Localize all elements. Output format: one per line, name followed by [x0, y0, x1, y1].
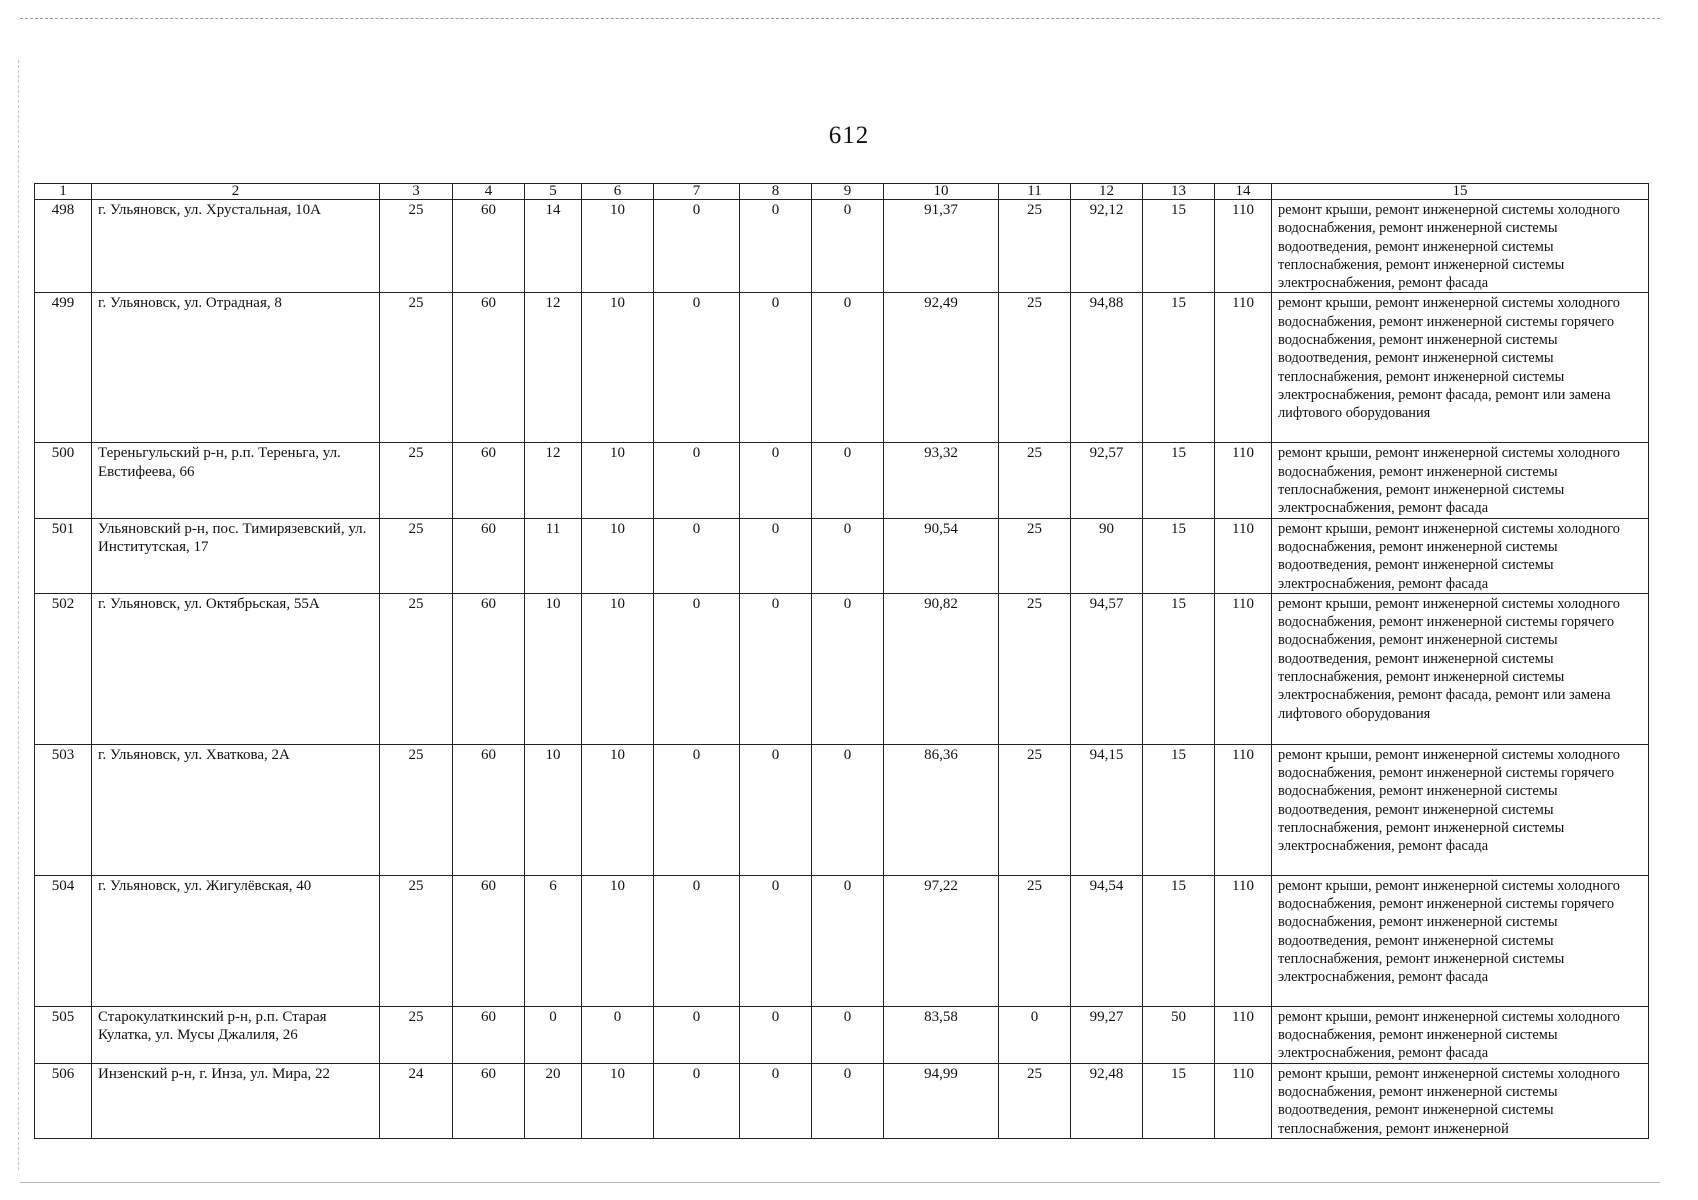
value-cell-13: 15 — [1143, 1063, 1215, 1138]
table-body — [35, 200, 1649, 1139]
value-cell-14: 110 — [1215, 293, 1272, 443]
value-cell-5: 11 — [525, 518, 582, 593]
value-cell-12: 94,88 — [1071, 293, 1143, 443]
column-header-9: 9 — [812, 184, 884, 200]
repair-works-cell: ремонт крыши, ремонт инженерной системы холодного водоснабжения, ремонт инженерной системы горячего водоснабжения, ремонт инженерной системы водоотведения, ремонт инженерной системы теплоснабжения, ремонт инженерной системы электроснабжения, ремонт фасада — [1272, 744, 1649, 875]
value-cell-8: 0 — [740, 744, 812, 875]
repair-works-cell: ремонт крыши, ремонт инженерной системы холодного водоснабжения, ремонт инженерной системы теплоснабжения, ремонт инженерной системы электроснабжения, ремонт фасада — [1272, 443, 1649, 518]
address-cell: г. Ульяновск, ул. Отрадная, 8 — [92, 293, 380, 443]
column-header-12: 12 — [1071, 184, 1143, 200]
value-cell-13: 15 — [1143, 593, 1215, 744]
value-cell-6: 10 — [582, 443, 654, 518]
value-cell-8: 0 — [740, 443, 812, 518]
row-number: 505 — [35, 1006, 92, 1063]
value-cell-7: 0 — [654, 443, 740, 518]
value-cell-14: 110 — [1215, 593, 1272, 744]
value-cell-6: 10 — [582, 744, 654, 875]
value-cell-8: 0 — [740, 593, 812, 744]
value-cell-13: 15 — [1143, 443, 1215, 518]
value-cell-4: 60 — [453, 1006, 525, 1063]
value-cell-11: 0 — [999, 1006, 1071, 1063]
value-cell-4: 60 — [453, 200, 525, 293]
column-header-8: 8 — [740, 184, 812, 200]
value-cell-11: 25 — [999, 875, 1071, 1006]
value-cell-3: 25 — [380, 875, 453, 1006]
row-number: 499 — [35, 293, 92, 443]
value-cell-6: 10 — [582, 518, 654, 593]
value-cell-14: 110 — [1215, 443, 1272, 518]
table-row — [35, 1006, 1649, 1063]
value-cell-7: 0 — [654, 875, 740, 1006]
value-cell-10: 94,99 — [884, 1063, 999, 1138]
value-cell-11: 25 — [999, 293, 1071, 443]
column-header-6: 6 — [582, 184, 654, 200]
value-cell-4: 60 — [453, 518, 525, 593]
column-header-4: 4 — [453, 184, 525, 200]
value-cell-13: 15 — [1143, 518, 1215, 593]
row-number: 503 — [35, 744, 92, 875]
value-cell-11: 25 — [999, 593, 1071, 744]
value-cell-13: 15 — [1143, 744, 1215, 875]
value-cell-6: 10 — [582, 200, 654, 293]
address-cell: Инзенский р-н, г. Инза, ул. Мира, 22 — [92, 1063, 380, 1138]
value-cell-5: 0 — [525, 1006, 582, 1063]
value-cell-12: 94,57 — [1071, 593, 1143, 744]
repair-works-cell: ремонт крыши, ремонт инженерной системы холодного водоснабжения, ремонт инженерной системы горячего водоснабжения, ремонт инженерной системы водоотведения, ремонт инженерной системы теплоснабжения, ремонт инженерной системы электроснабжения, ремонт фасада — [1272, 875, 1649, 1006]
value-cell-12: 90 — [1071, 518, 1143, 593]
table-row — [35, 200, 1649, 293]
row-number: 504 — [35, 875, 92, 1006]
value-cell-4: 60 — [453, 875, 525, 1006]
value-cell-6: 10 — [582, 593, 654, 744]
address-cell: Старокулаткинский р-н, р.п. Старая Кулатка, ул. Мусы Джалиля, 26 — [92, 1006, 380, 1063]
address-cell: г. Ульяновск, ул. Октябрьская, 55А — [92, 593, 380, 744]
value-cell-3: 24 — [380, 1063, 453, 1138]
value-cell-12: 92,48 — [1071, 1063, 1143, 1138]
value-cell-12: 99,27 — [1071, 1006, 1143, 1063]
address-cell: г. Ульяновск, ул. Хрустальная, 10А — [92, 200, 380, 293]
scan-bottom-edge — [20, 1182, 1660, 1183]
value-cell-7: 0 — [654, 293, 740, 443]
value-cell-13: 15 — [1143, 875, 1215, 1006]
value-cell-9: 0 — [812, 200, 884, 293]
page-number: 612 — [828, 122, 870, 149]
value-cell-8: 0 — [740, 1063, 812, 1138]
table-row — [35, 593, 1649, 744]
value-cell-7: 0 — [654, 1063, 740, 1138]
value-cell-4: 60 — [453, 443, 525, 518]
value-cell-10: 93,32 — [884, 443, 999, 518]
value-cell-12: 92,12 — [1071, 200, 1143, 293]
header-row — [35, 184, 1649, 200]
value-cell-5: 14 — [525, 200, 582, 293]
value-cell-9: 0 — [812, 1063, 884, 1138]
column-header-15: 15 — [1272, 184, 1649, 200]
value-cell-10: 86,36 — [884, 744, 999, 875]
value-cell-5: 10 — [525, 744, 582, 875]
address-cell: Ульяновский р-н, пос. Тимирязевский, ул. Институтская, 17 — [92, 518, 380, 593]
value-cell-3: 25 — [380, 744, 453, 875]
scan-top-edge — [20, 18, 1660, 19]
row-number: 506 — [35, 1063, 92, 1138]
column-header-1: 1 — [35, 184, 92, 200]
value-cell-7: 0 — [654, 744, 740, 875]
value-cell-9: 0 — [812, 875, 884, 1006]
value-cell-8: 0 — [740, 293, 812, 443]
value-cell-8: 0 — [740, 875, 812, 1006]
value-cell-3: 25 — [380, 293, 453, 443]
value-cell-7: 0 — [654, 200, 740, 293]
value-cell-10: 90,82 — [884, 593, 999, 744]
repair-works-cell: ремонт крыши, ремонт инженерной системы холодного водоснабжения, ремонт инженерной системы водоотведения, ремонт инженерной системы теплоснабжения, ремонт инженерной системы электроснабжения, ремонт фасада — [1272, 200, 1649, 293]
value-cell-14: 110 — [1215, 744, 1272, 875]
value-cell-6: 10 — [582, 1063, 654, 1138]
value-cell-4: 60 — [453, 1063, 525, 1138]
address-cell: Тереньгульский р-н, р.п. Тереньга, ул. Евстифеева, 66 — [92, 443, 380, 518]
repair-works-cell: ремонт крыши, ремонт инженерной системы холодного водоснабжения, ремонт инженерной системы горячего водоснабжения, ремонт инженерной системы водоотведения, ремонт инженерной системы теплоснабжения, ремонт инженерной системы электроснабжения, ремонт фасада, ремонт или замена лифтового оборудования — [1272, 293, 1649, 443]
value-cell-4: 60 — [453, 593, 525, 744]
value-cell-4: 60 — [453, 293, 525, 443]
value-cell-14: 110 — [1215, 1006, 1272, 1063]
value-cell-12: 92,57 — [1071, 443, 1143, 518]
value-cell-11: 25 — [999, 443, 1071, 518]
column-header-7: 7 — [654, 184, 740, 200]
value-cell-13: 50 — [1143, 1006, 1215, 1063]
column-header-5: 5 — [525, 184, 582, 200]
value-cell-10: 90,54 — [884, 518, 999, 593]
column-header-14: 14 — [1215, 184, 1272, 200]
value-cell-3: 25 — [380, 1006, 453, 1063]
value-cell-3: 25 — [380, 443, 453, 518]
row-number: 502 — [35, 593, 92, 744]
column-header-2: 2 — [92, 184, 380, 200]
value-cell-6: 0 — [582, 1006, 654, 1063]
repair-works-cell: ремонт крыши, ремонт инженерной системы холодного водоснабжения, ремонт инженерной системы горячего водоснабжения, ремонт инженерной системы водоотведения, ремонт инженерной системы теплоснабжения, ремонт инженерной системы электроснабжения, ремонт фасада, ремонт или замена лифтового оборудования — [1272, 593, 1649, 744]
value-cell-7: 0 — [654, 1006, 740, 1063]
column-header-10: 10 — [884, 184, 999, 200]
value-cell-9: 0 — [812, 1006, 884, 1063]
value-cell-9: 0 — [812, 293, 884, 443]
table-row — [35, 744, 1649, 875]
table-row — [35, 1063, 1649, 1138]
value-cell-3: 25 — [380, 593, 453, 744]
value-cell-14: 110 — [1215, 518, 1272, 593]
value-cell-3: 25 — [380, 518, 453, 593]
value-cell-14: 110 — [1215, 875, 1272, 1006]
value-cell-5: 10 — [525, 593, 582, 744]
value-cell-9: 0 — [812, 593, 884, 744]
value-cell-7: 0 — [654, 593, 740, 744]
value-cell-9: 0 — [812, 518, 884, 593]
value-cell-6: 10 — [582, 293, 654, 443]
table-row — [35, 518, 1649, 593]
row-number: 501 — [35, 518, 92, 593]
value-cell-13: 15 — [1143, 200, 1215, 293]
value-cell-5: 12 — [525, 293, 582, 443]
value-cell-5: 6 — [525, 875, 582, 1006]
value-cell-11: 25 — [999, 200, 1071, 293]
value-cell-5: 12 — [525, 443, 582, 518]
repair-works-cell: ремонт крыши, ремонт инженерной системы холодного водоснабжения, ремонт инженерной системы электроснабжения, ремонт фасада — [1272, 1006, 1649, 1063]
value-cell-12: 94,54 — [1071, 875, 1143, 1006]
row-number: 498 — [35, 200, 92, 293]
value-cell-8: 0 — [740, 1006, 812, 1063]
repair-works-cell: ремонт крыши, ремонт инженерной системы холодного водоснабжения, ремонт инженерной системы водоотведения, ремонт инженерной системы электроснабжения, ремонт фасада — [1272, 518, 1649, 593]
address-cell: г. Ульяновск, ул. Жигулёвская, 40 — [92, 875, 380, 1006]
value-cell-9: 0 — [812, 744, 884, 875]
value-cell-5: 20 — [525, 1063, 582, 1138]
table-row — [35, 293, 1649, 443]
value-cell-8: 0 — [740, 518, 812, 593]
value-cell-10: 97,22 — [884, 875, 999, 1006]
repair-works-cell: ремонт крыши, ремонт инженерной системы холодного водоснабжения, ремонт инженерной системы водоотведения, ремонт инженерной системы теплоснабжения, ремонт инженерной — [1272, 1063, 1649, 1138]
column-header-11: 11 — [999, 184, 1071, 200]
column-header-13: 13 — [1143, 184, 1215, 200]
value-cell-9: 0 — [812, 443, 884, 518]
row-number: 500 — [35, 443, 92, 518]
value-cell-3: 25 — [380, 200, 453, 293]
value-cell-11: 25 — [999, 1063, 1071, 1138]
scan-left-edge — [18, 60, 19, 1170]
value-cell-14: 110 — [1215, 1063, 1272, 1138]
address-cell: г. Ульяновск, ул. Хваткова, 2А — [92, 744, 380, 875]
table-row — [35, 443, 1649, 518]
value-cell-11: 25 — [999, 744, 1071, 875]
value-cell-10: 83,58 — [884, 1006, 999, 1063]
value-cell-12: 94,15 — [1071, 744, 1143, 875]
value-cell-6: 10 — [582, 875, 654, 1006]
table-row — [35, 875, 1649, 1006]
value-cell-14: 110 — [1215, 200, 1272, 293]
column-header-3: 3 — [380, 184, 453, 200]
value-cell-10: 91,37 — [884, 200, 999, 293]
value-cell-8: 0 — [740, 200, 812, 293]
value-cell-10: 92,49 — [884, 293, 999, 443]
table-header — [35, 184, 1649, 200]
value-cell-11: 25 — [999, 518, 1071, 593]
repair-table — [34, 183, 1649, 1139]
value-cell-13: 15 — [1143, 293, 1215, 443]
value-cell-4: 60 — [453, 744, 525, 875]
value-cell-7: 0 — [654, 518, 740, 593]
